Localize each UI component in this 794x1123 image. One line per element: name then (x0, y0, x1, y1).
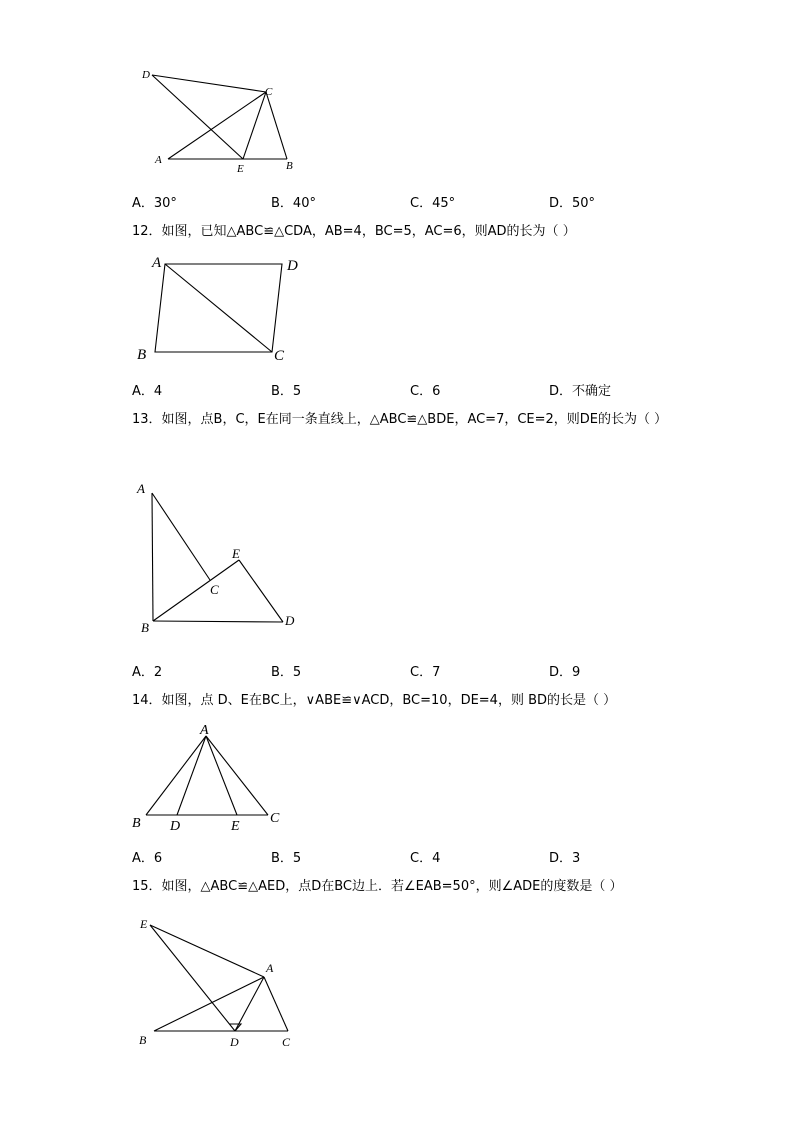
q14-text: 14．如图，点 D、E在BC上，∨ABE≌∨ACD，BC=10，DE=4，则 BD的长是（ ） (132, 693, 617, 708)
label-B: B (139, 1033, 147, 1047)
segment-AE (206, 736, 237, 815)
diagonal-AC (165, 264, 272, 352)
segment-ED (150, 925, 235, 1031)
option-a[interactable]: A．4 (132, 384, 163, 399)
segment-AB (146, 736, 206, 815)
segment-AD (177, 736, 206, 815)
segment-AC (264, 977, 288, 1031)
option-c[interactable]: C．6 (410, 384, 441, 399)
q15-figure (130, 910, 310, 1055)
label-E: E (237, 163, 244, 175)
segment-CE (243, 92, 266, 159)
option-d[interactable]: D．3 (549, 851, 581, 866)
option-b[interactable]: B．5 (271, 665, 302, 680)
segment-AD (235, 977, 264, 1031)
option-b[interactable]: B．40° (271, 196, 316, 211)
q12-options (132, 380, 732, 400)
option-d[interactable]: D．不确定 (549, 384, 612, 399)
q14-options (132, 847, 732, 867)
q11-figure (130, 60, 310, 180)
label-C: C (274, 348, 285, 364)
segment-DC (152, 75, 266, 92)
option-a[interactable]: A．30° (132, 196, 177, 211)
label-B: B (141, 620, 149, 635)
label-A: A (152, 255, 162, 271)
q13-figure (132, 478, 312, 638)
segment-CB (266, 92, 287, 159)
segment-BD (153, 621, 283, 622)
segment-BE (153, 560, 239, 621)
q13-text: 13．如图，点B，C，E在同一条直线上，△ABC≌△BDE，AC=7，CE=2，则DE的长为（ ） (132, 412, 668, 427)
option-d[interactable]: D．9 (549, 665, 581, 680)
option-b[interactable]: B．5 (271, 384, 302, 399)
label-B: B (137, 347, 147, 363)
option-a[interactable]: A．2 (132, 665, 163, 680)
label-C: C (265, 86, 273, 98)
label-B: B (132, 816, 141, 831)
q12-figure (132, 250, 322, 370)
option-c[interactable]: C．7 (410, 665, 441, 680)
label-E: E (231, 819, 240, 834)
segment-AC (152, 493, 210, 580)
label-A: A (266, 961, 274, 975)
label-E: E (232, 546, 240, 561)
segment-AB (152, 493, 153, 621)
q15-text: 15．如图，△ABC≌△AED，点D在BC边上．若∠EAB=50°，则∠ADE的度数是（ ） (132, 879, 623, 894)
label-D: D (287, 258, 298, 274)
q14-figure (130, 718, 300, 838)
option-c[interactable]: C．4 (410, 851, 441, 866)
label-A: A (155, 154, 162, 166)
q11-options (132, 192, 732, 212)
label-A: A (137, 481, 145, 496)
label-C: C (210, 582, 219, 597)
label-C: C (282, 1035, 291, 1049)
label-B: B (286, 160, 293, 172)
option-d[interactable]: D．50° (549, 196, 596, 211)
label-A: A (200, 723, 209, 738)
option-a[interactable]: A．6 (132, 851, 163, 866)
segment-ED (239, 560, 283, 622)
label-D: D (142, 69, 150, 81)
q13-options (132, 661, 732, 681)
segment-AC (206, 736, 268, 815)
segment-EA (150, 925, 264, 977)
label-D: D (285, 613, 295, 628)
option-c[interactable]: C．45° (410, 196, 456, 211)
label-D: D (170, 819, 181, 834)
label-C: C (270, 811, 280, 826)
q12-text: 12．如图，已知△ABC≌△CDA，AB=4，BC=5，AC=6，则AD的长为（ ） (132, 224, 576, 239)
option-b[interactable]: B．5 (271, 851, 302, 866)
segment-AC (168, 92, 266, 159)
label-E: E (140, 917, 148, 931)
label-D: D (230, 1035, 239, 1049)
segment-BA (154, 977, 264, 1031)
